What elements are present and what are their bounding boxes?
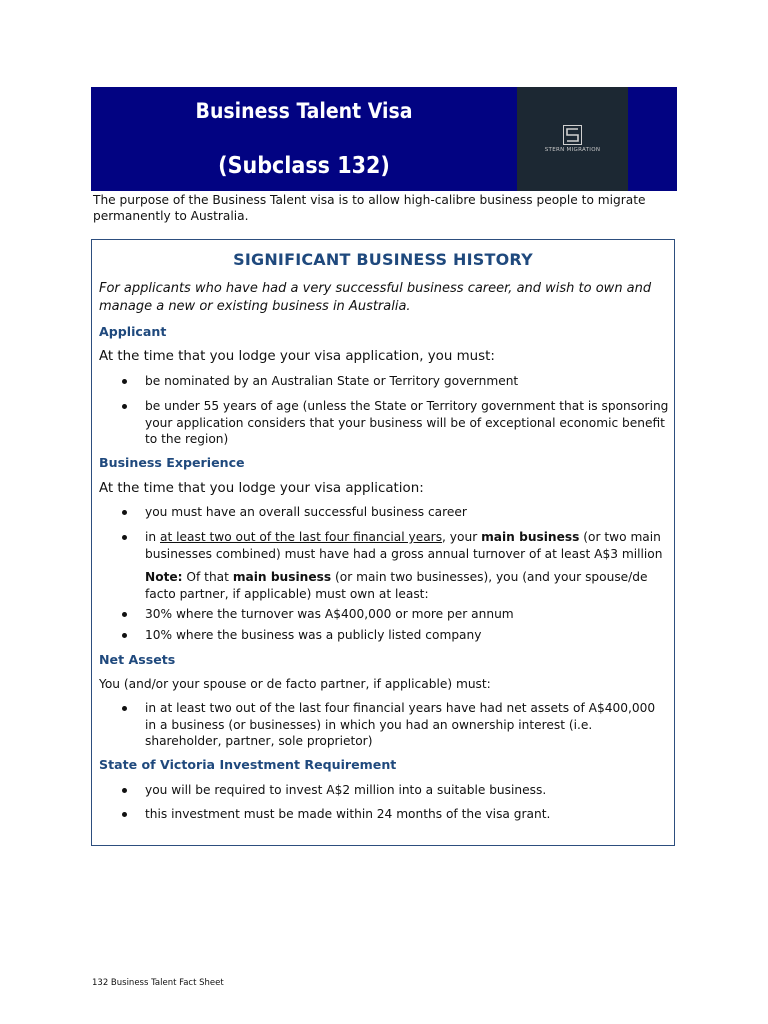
net-assets-bullet: in at least two out of the last four financial years have had net assets of A$400,000 in a business (or businesses) in which you had an ownership interest (i.e. shareholder, partner, sole proprietor) xyxy=(145,701,656,748)
banner-subtitle: (Subclass 132) xyxy=(218,153,390,179)
bullet-icon xyxy=(122,379,127,384)
bullet-icon xyxy=(122,535,127,540)
bullet-icon xyxy=(122,812,127,817)
net-assets-lead: You (and/or your spouse or de facto partner, if applicable) must: xyxy=(99,677,491,691)
banner-title: Business Talent Visa xyxy=(195,99,413,123)
investment-bullet-2: this investment must be made within 24 months of the visa grant. xyxy=(145,807,551,821)
bullet-icon xyxy=(122,404,127,409)
bullet-icon xyxy=(122,788,127,793)
experience-bullet-4: 10% where the business was a publicly listed company xyxy=(145,628,482,642)
applicant-lead: At the time that you lodge your visa application, you must: xyxy=(99,349,495,364)
experience-lead: At the time that you lodge your visa application: xyxy=(99,481,424,496)
experience-bullet-3: 30% where the turnover was A$400,000 or more per annum xyxy=(145,607,514,621)
business-history-box xyxy=(91,239,675,846)
experience-heading: Business Experience xyxy=(99,455,245,470)
bullet-icon xyxy=(122,510,127,515)
applicant-heading: Applicant xyxy=(99,324,167,339)
investment-heading: State of Victoria Investment Requirement xyxy=(99,757,397,772)
intro-paragraph: The purpose of the Business Talent visa is to allow high-calibre business people to migrate permanently to Australia. xyxy=(93,193,646,223)
experience-bullet-1: you must have an overall successful business career xyxy=(145,505,467,519)
section-subtitle: For applicants who have had a very successful business career, and wish to own and manage a new or existing business in Australia. xyxy=(99,281,652,314)
title-banner xyxy=(91,87,677,191)
investment-bullet-1: you will be required to invest A$2 million into a suitable business. xyxy=(145,783,547,797)
bullet-icon xyxy=(122,612,127,617)
applicant-bullet-2: be under 55 years of age (unless the State or Territory government that is sponsoring your application considers that your business will be of exceptional economic benefit to the region) xyxy=(145,399,669,446)
logo-icon xyxy=(563,125,582,145)
page-footer: 132 Business Talent Fact Sheet xyxy=(92,978,224,988)
logo xyxy=(517,87,628,191)
net-assets-heading: Net Assets xyxy=(99,652,176,667)
bullet-icon xyxy=(122,633,127,638)
applicant-bullet-1: be nominated by an Australian State or Territory government xyxy=(145,374,519,388)
experience-note: Note: Of that main business (or main two businesses), you (and your spouse/de facto partner, if applicable) must own at least: xyxy=(145,570,648,601)
experience-bullet-2: in at least two out of the last four financial years, your main business (or two main businesses combined) must have had a gross annual turnover of at least A$3 million xyxy=(145,530,663,561)
bullet-icon xyxy=(122,706,127,711)
logo-text: STERN MIGRATION xyxy=(544,147,601,153)
section-title: SIGNIFICANT BUSINESS HISTORY xyxy=(233,250,533,269)
